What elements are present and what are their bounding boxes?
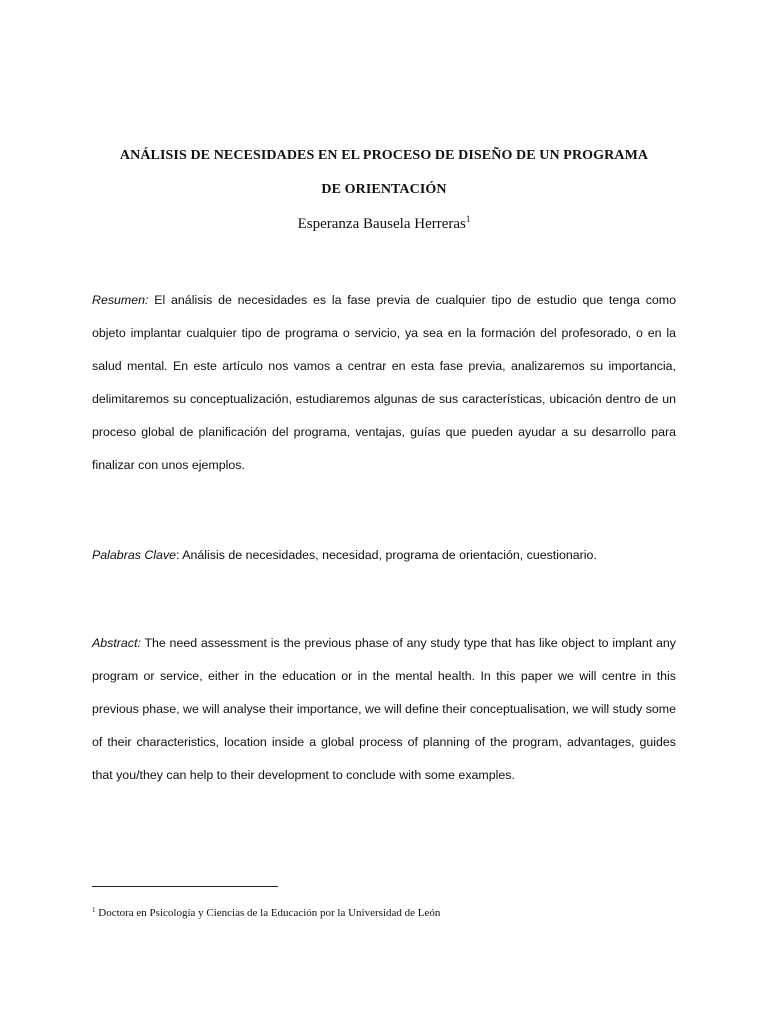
author-line [60,214,708,233]
footnote-text: Doctora en Psicología y Ciencias de la Educación por la Universidad de León [95,907,441,919]
author-footnote-mark: 1 [465,214,471,224]
title-line-1: ANÁLISIS DE NECESIDADES EN EL PROCESO DE DISEÑO DE UN PROGRAMA [119,148,649,163]
keywords-label: Palabras Clave [92,548,177,562]
resumen-paragraph [92,284,676,482]
keywords-text: Análisis de necesidades, necesidad, programa de orientación, cuestionario. [179,548,597,562]
abstract-paragraph [92,627,676,792]
resumen-text: El análisis de necesidades es la fase previa de cualquier tipo de estudio que tenga como objeto implantar cualquier tipo de programa o servicio, ya sea en la formación del profesorado, o en la salud mental. En este artículo nos vamos a centrar en esta fase previa, analizaremos su importancia, delimitaremos su conceptualización, estudiaremos algunas de sus características, ubicación dentro de un proceso global de planificación del programa, ventajas, guías que pueden ayudar a su desarrollo para finalizar con unos ejemplos. [92,293,676,472]
abstract-text: The need assessment is the previous phase of any study type that has like object to implant any program or service, either in the education or in the mental health. In this paper we will centre in this previous phase, we will analyse their importance, we will define their conceptualisation, we will study some of their characteristics, location inside a global process of planning of the program, advantages, guides that you/they can help to their development to conclude with some examples. [92,636,676,782]
abstract-label: Abstract: [92,636,141,650]
footnote-separator [92,886,278,887]
keywords-paragraph [92,539,676,572]
title-line-2: DE ORIENTACIÓN [321,182,447,197]
footnote [92,906,692,919]
resumen-label: Resumen: [92,293,149,307]
author-name: Esperanza Bausela Herreras [297,216,466,232]
footnote-mark: 1 [92,906,96,914]
keywords-separator: : [176,548,180,562]
